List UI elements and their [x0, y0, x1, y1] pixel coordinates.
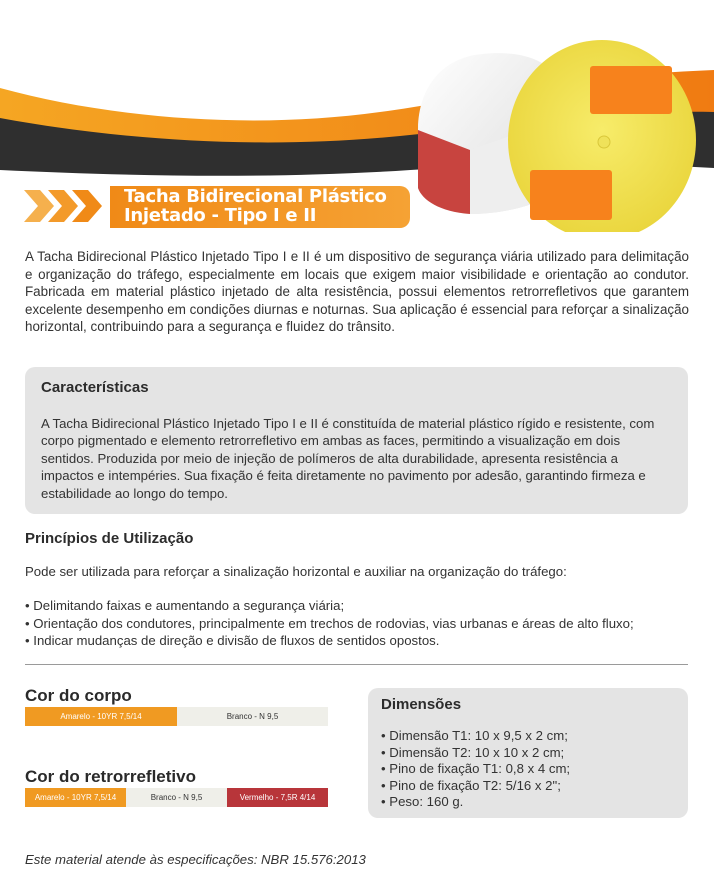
caracteristicas-title: Características [41, 379, 149, 396]
yellow-tacha-illustration [508, 40, 696, 232]
list-item: • Orientação dos condutores, principalmente em trechos de rodovias, vias urbanas e áreas de alto fluxo; [25, 615, 634, 631]
cor-retro-title: Cor do retrorrefletivo [25, 767, 196, 786]
list-item: • Delimitando faixas e aumentando a segurança viária; [25, 598, 345, 613]
swatch-branco: Branco - N 9,5 [177, 707, 328, 726]
page-title [124, 187, 414, 225]
list-item: • Dimensão T2: 10 x 10 x 2 cm; [381, 744, 565, 760]
footer-note: Este material atende às especificações: NBR 15.576:2013 [25, 852, 366, 867]
page-title-line-2: Injetado - Tipo I e II [124, 205, 317, 226]
principios-title: Princípios de Utilização [25, 530, 194, 547]
cor-corpo-title: Cor do corpo [25, 686, 132, 705]
swatch-amarelo: Amarelo - 10YR 7,5/14 [25, 788, 126, 807]
dimensoes-title: Dimensões [381, 696, 462, 713]
dimensoes-panel [368, 688, 688, 818]
principios-intro: Pode ser utilizada para reforçar a sinalização horizontal e auxiliar na organização do tráfego: [25, 564, 567, 579]
list-item: • Pino de fixação T1: 0,8 x 4 cm; [381, 761, 571, 776]
swatch-branco: Branco - N 9,5 [126, 788, 227, 807]
caracteristicas-text: A Tacha Bidirecional Plástico Injetado Tipo I e II é constituída de material plástico rígido e resistente, com corpo pigmentado e elemento retrorrefletivo em ambas as faces, permitindo a visualização em dois sentidos. Produzida por meio de injeção de polímeros de alta durabilidade, apresenta resistência a impactos e intempéries. Sua fixação é feita diretamente no pavimento por adesão, garantindo firmeza e estabilidade ao longo do tempo. [41, 416, 655, 501]
swatch-vermelho: Vermelho - 7,5R 4/14 [227, 788, 328, 807]
swatch-amarelo: Amarelo - 10YR 7,5/14 [25, 707, 177, 726]
list-item: • Dimensão T1: 10 x 9,5 x 2 cm; [381, 728, 568, 743]
chevron-arrows-icon [22, 183, 122, 229]
intro-paragraph: A Tacha Bidirecional Plástico Injetado Tipo I e II é um dispositivo de segurança viária utilizado para delimitação e organização do tráfego, especialmente em locais que exigem maior visibilidade e orientação ao condutor. Fabricada em material plástico injetado de alta resistência, possui elementos retrorrefletivos que garantem excelente desempenho em condições diurnas e noturnas. Sua aplicação é essencial para reforçar a sinalização horizontal, contribuindo para a segurança e fluidez do trânsito. [25, 249, 689, 335]
caracteristicas-panel [25, 367, 688, 514]
section-divider [25, 664, 688, 665]
title-badge [22, 183, 410, 229]
principios-list [25, 597, 695, 650]
cor-retro-swatches [25, 788, 328, 807]
list-item: • Indicar mudanças de direção e divisão de fluxos de sentidos opostos. [25, 633, 440, 649]
list-item: • Peso: 160 g. [381, 794, 464, 809]
dimensoes-list [381, 728, 570, 811]
cor-corpo-swatches [25, 707, 328, 726]
page-title-line-1: Tacha Bidirecional Plástico [124, 186, 387, 207]
list-item: • Pino de fixação T2: 5/16 x 2"; [381, 777, 561, 793]
